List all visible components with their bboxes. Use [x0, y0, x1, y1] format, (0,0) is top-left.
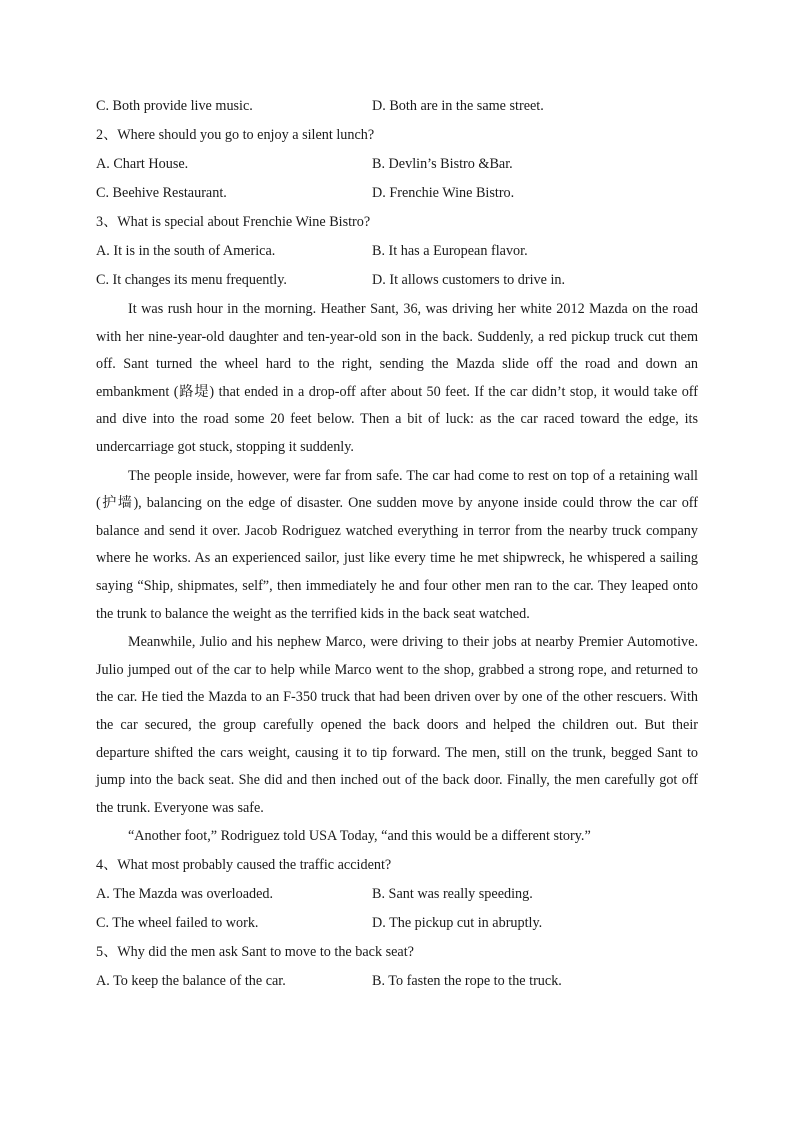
- q3-option-a: A. It is in the south of America.: [96, 243, 276, 259]
- q2-option-a: A. Chart House.: [96, 156, 189, 172]
- q4-option-c: C. The wheel failed to work.: [96, 914, 259, 931]
- passage-paragraph-3: Meanwhile, Julio and his nephew Marco, were driving to their jobs at nearby Premier Automotive. Julio jumped out of the car to help while Marco went to the shop, grabbed a strong rope, and returned to the car. He tied the Mazda to an F-350 truck that had been driven over by one of the other rescuers. With the car secured, the group carefully opened the back doors and helped the children out. But their departure shifted the cars weight, causing it to tip forward. The men, still on the trunk, begged Sant to jump into the back seat. She did and then inched out of the back door. Finally, the men carefully got off the trunk. Everyone was safe.: [96, 634, 698, 816]
- q4-option-d: D. The pickup cut in abruptly.: [372, 914, 543, 931]
- q1-option-c: C. Both provide live music.: [96, 98, 253, 114]
- q4-option-a: A. The Mazda was overloaded.: [96, 885, 274, 902]
- q3-options-cd: [96, 266, 698, 295]
- q3-option-b: B. It has a European flavor.: [372, 243, 528, 259]
- q2-option-d: D. Frenchie Wine Bistro.: [372, 185, 515, 201]
- q1-option-d: D. Both are in the same street.: [372, 98, 544, 114]
- q2-options-ab: [96, 150, 698, 179]
- q5-options-ab: [96, 967, 698, 996]
- q2-option-c: C. Beehive Restaurant.: [96, 185, 227, 201]
- q4-option-b: B. Sant was really speeding.: [372, 885, 533, 902]
- q3-options-ab: [96, 237, 698, 266]
- passage-paragraph-2: The people inside, however, were far from safe. The car had come to rest on top of a retaining wall (护墙), balancing on the edge of disaster. One sudden move by anyone inside could throw the car off balance and send it over. Jacob Rodriguez watched everything in terror from the nearby truck company where he works. As an experienced sailor, just like every time he met shipwreck, he whispered a sailing saying “Ship, shipmates, self”, then immediately he and four other men ran to the car. They leaped onto the trunk to balance the weight as the terrified kids in the back seat watched.: [96, 467, 698, 622]
- q4-options-cd: [96, 909, 698, 938]
- q1-options-cd: [96, 92, 698, 121]
- q5-option-b: B. To fasten the rope to the truck.: [372, 972, 562, 989]
- passage-paragraph-4: “Another foot,” Rodriguez told USA Today, “and this would be a different story.”: [128, 828, 591, 845]
- q4-stem: 4、What most probably caused the traffic accident?: [96, 856, 392, 873]
- q3-stem: 3、What is special about Frenchie Wine Bistro?: [96, 214, 371, 230]
- q4-options-ab: [96, 880, 698, 909]
- q2-option-b: B. Devlin’s Bistro &Bar.: [372, 156, 513, 172]
- q3-option-c: C. It changes its menu frequently.: [96, 272, 287, 288]
- q2-options-cd: [96, 179, 698, 208]
- q5-option-a: A. To keep the balance of the car.: [96, 972, 286, 989]
- q3-option-d: D. It allows customers to drive in.: [372, 272, 566, 288]
- q2-stem: 2、Where should you go to enjoy a silent lunch?: [96, 127, 375, 143]
- exam-page: [96, 92, 698, 996]
- q5-stem: 5、Why did the men ask Sant to move to the back seat?: [96, 943, 414, 960]
- passage-paragraph-1: It was rush hour in the morning. Heather Sant, 36, was driving her white 2012 Mazda on the road with her nine-year-old daughter and ten-year-old son in the back. Suddenly, a red pickup truck cut them off. Sant turned the wheel hard to the right, sending the Mazda slide off the road and down an embankment (路堤) that ended in a drop-off after about 50 feet. If the car didn’t stop, it would take off and dive into the road some 20 feet below. Then a bit of luck: as the car raced toward the edge, its undercarriage got stuck, stopping it suddenly.: [96, 301, 698, 455]
